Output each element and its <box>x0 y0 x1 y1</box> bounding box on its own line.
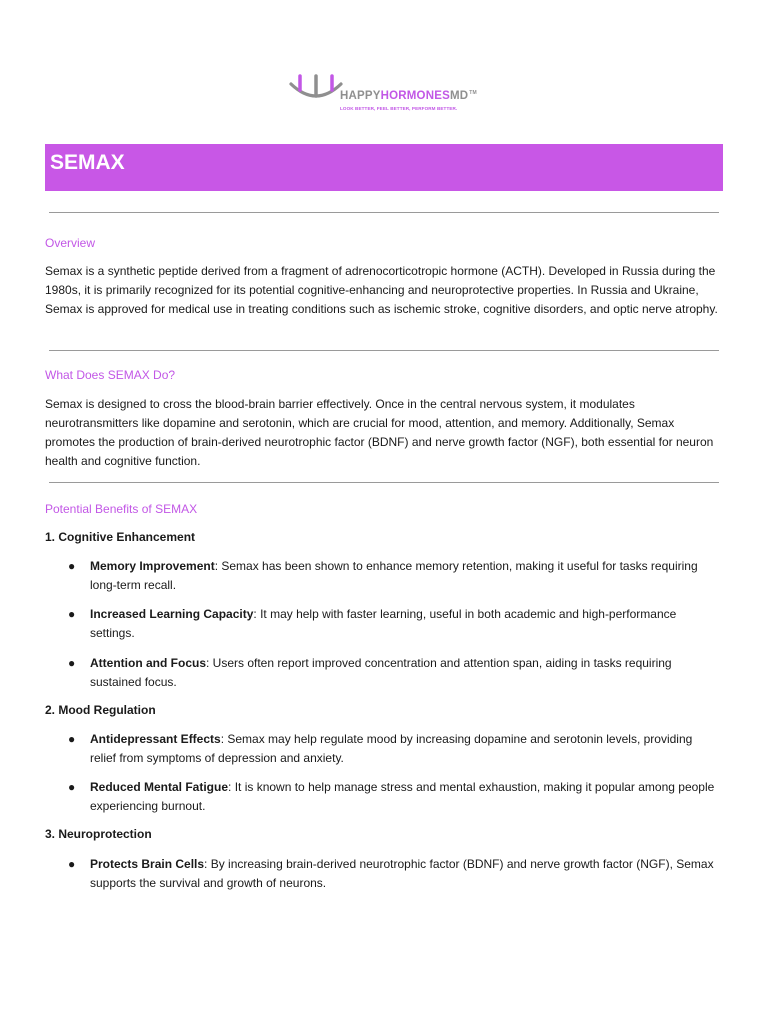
benefit-description: : Semax has been shown to enhance memory retention, making it useful for tasks requiring long-term recall. <box>90 559 698 592</box>
brand-logo <box>288 74 488 118</box>
divider <box>49 482 719 483</box>
benefit-term: Antidepressant Effects <box>90 732 221 746</box>
benefit-description: : It is known to help manage stress and mental exhaustion, making it popular among people experiencing burnout. <box>90 780 715 813</box>
logo-word-md: MD <box>449 90 469 102</box>
benefit-category-title: 1. Cognitive Enhancement <box>45 530 196 544</box>
what-does-paragraph: Semax is designed to cross the blood-brain barrier effectively. Once in the central nervous system, it modulates neurotransmitters like dopamine and serotonin, which are crucial for mood, attention, and memory. Additionally, Semax promotes the production of brain-derived neurotrophic factor (BDNF) and nerve growth factor (NGF), both essential for neuron health and cognitive function. <box>45 397 714 468</box>
section-heading-benefits: Potential Benefits of SEMAX <box>45 502 198 516</box>
logo-trademark: TM <box>469 90 477 97</box>
bullet-icon: ● <box>68 732 76 746</box>
bullet-icon: ● <box>68 857 76 871</box>
benefit-description: : It may help with faster learning, useful in both academic and high-performance settings. <box>90 607 677 640</box>
benefit-description: : Users often report improved concentration and attention span, aiding in tasks requiring sustained focus. <box>90 656 672 689</box>
bullet-icon: ● <box>68 780 76 794</box>
benefit-description: : By increasing brain-derived neurotrophic factor (BDNF) and nerve growth factor (NGF), Semax supports the survival and growth of neurons. <box>90 857 714 890</box>
bullet-icon: ● <box>68 607 76 621</box>
overview-paragraph: Semax is a synthetic peptide derived from a fragment of adrenocorticotropic hormone (ACTH). Developed in Russia during the 1980s, it is primarily recognized for its potential cognitive-enhancing and neuroprotective properties. In Russia and Ukraine, Semax is approved for medical use in treating conditions such as ischemic stroke, cognitive disorders, and optic nerve atrophy. <box>45 264 718 316</box>
benefit-description: : Semax may help regulate mood by increasing dopamine and serotonin levels, providing relief from symptoms of depression and anxiety. <box>90 732 693 765</box>
title-banner <box>45 144 723 191</box>
logo-word-hormones: HORMONES <box>380 90 450 102</box>
section-heading-what-does: What Does SEMAX Do? <box>45 368 176 382</box>
divider <box>49 212 719 213</box>
benefit-category-title: 3. Neuroprotection <box>45 827 152 841</box>
benefit-term: Reduced Mental Fatigue <box>90 780 229 794</box>
bullet-icon: ● <box>68 656 76 670</box>
benefit-term: Attention and Focus <box>90 656 206 670</box>
logo-tagline: LOOK BETTER, FEEL BETTER, PERFORM BETTER. <box>340 106 458 111</box>
benefit-term: Increased Learning Capacity <box>90 607 254 621</box>
section-heading-overview: Overview <box>45 236 96 250</box>
logo-word-happy: HAPPY <box>340 90 381 102</box>
logo-wordmark <box>340 90 477 102</box>
benefit-term: Protects Brain Cells <box>90 857 205 871</box>
benefit-term: Memory Improvement <box>90 559 215 573</box>
logo-smile-icon <box>288 74 344 108</box>
bullet-icon: ● <box>68 559 76 573</box>
page-title: SEMAX <box>50 151 125 174</box>
divider <box>49 350 719 351</box>
benefit-category-title: 2. Mood Regulation <box>45 703 156 717</box>
